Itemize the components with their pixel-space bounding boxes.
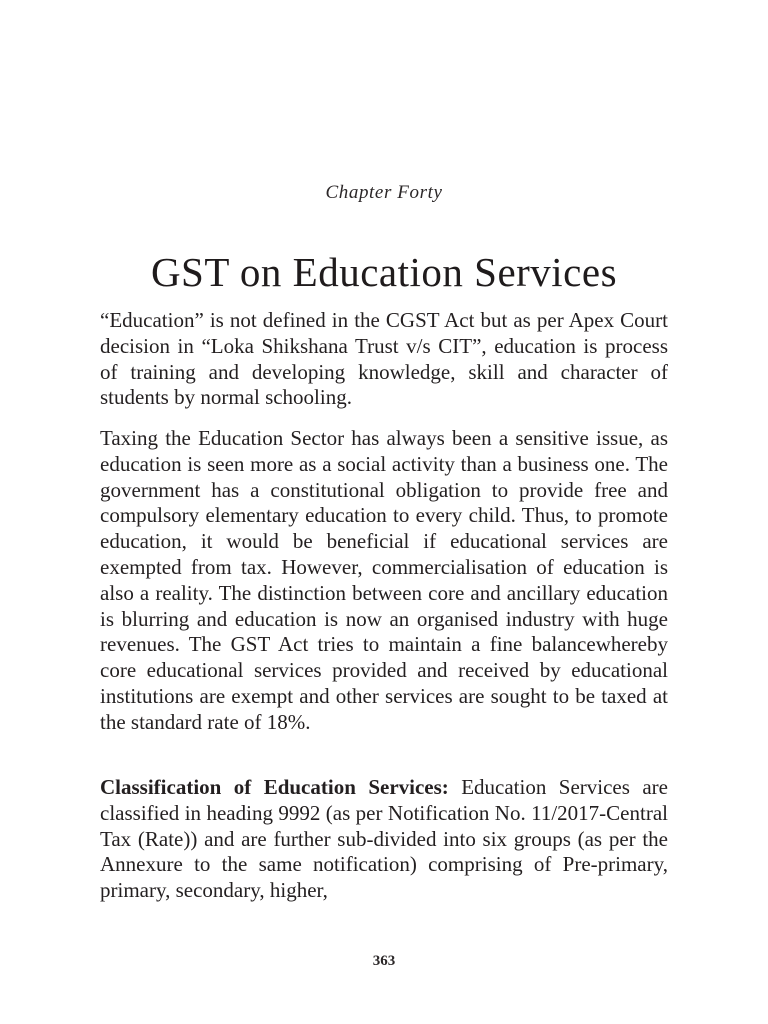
paragraph-text: Education Services are classified in heading 9992 (as per Notification No. 11/2017-Central Tax (Rate)) and are further sub-divided into six groups (as per the Annexure to the same notification) comprising of Pre-primary, primary, secondary, higher,: [100, 775, 668, 903]
paragraph-lead-heading: Classification of Education Services:: [100, 775, 449, 799]
page-number: 363: [372, 953, 396, 969]
paragraph-text: Taxing the Education Sector has always been a sensitive issue, as education is seen more as a social activity than a business one. The government has a constitutional obligation to provide free and compulsory elementary education to every child. Thus, to promote education, it would be beneficial if educational services are exempted from tax. However, commercialisation of education is also a reality. The distinction between core and ancillary education is blurring and education is now an organised industry with huge revenues. The GST Act tries to maintain a fine balancewhereby core educational services provided and received by educational institutions are exempt and other services are sought to be taxed at the standard rate of 18%.: [100, 426, 668, 734]
chapter-title: GST on Education Services: [150, 249, 618, 295]
paragraph-education-definition: [100, 308, 668, 411]
paragraph-taxing-education: [100, 426, 668, 736]
paragraph-text: “Education” is not defined in the CGST Act but as per Apex Court decision in “Loka Shikshana Trust v/s CIT”, education is process of training and developing knowledge, skill and character of students by normal schooling.: [100, 308, 668, 410]
paragraph-classification: [100, 775, 668, 904]
chapter-label: Chapter Forty: [325, 182, 443, 203]
